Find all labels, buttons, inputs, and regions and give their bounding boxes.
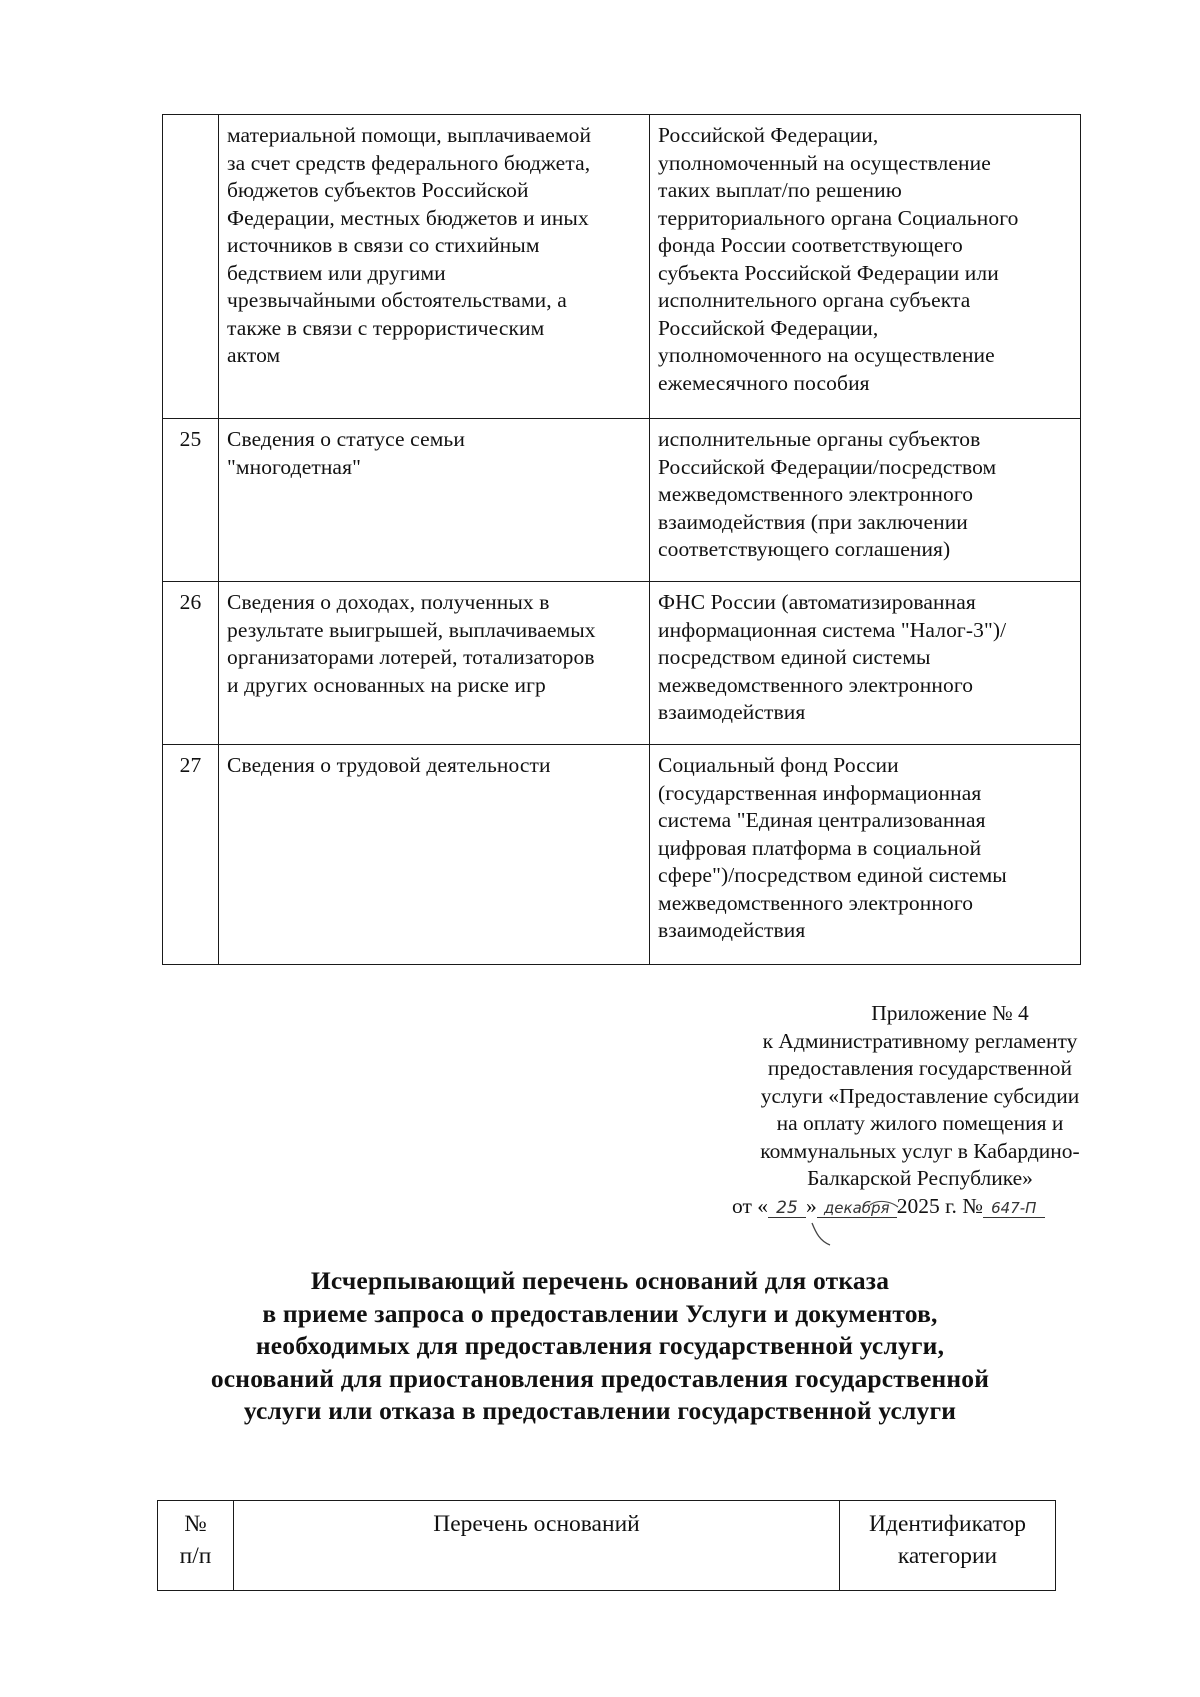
- appendix-line: коммунальных услуг в Кабардино-: [760, 1138, 1080, 1163]
- heading-line: услуги или отказа в предоставлении государственной услуги: [243, 1396, 957, 1425]
- table-row: [163, 745, 1081, 965]
- date-prefix: от «: [732, 1193, 768, 1218]
- row-number: [163, 115, 219, 419]
- date-number-handwritten: 647-П: [983, 1199, 1045, 1218]
- appendix-title: Приложение № 4: [871, 1001, 1029, 1025]
- appendix-date-line: [720, 1193, 1120, 1221]
- appendix-line: на оплату жилого помещения и: [776, 1111, 1064, 1135]
- appendix-line: Балкарской Республике»: [807, 1166, 1033, 1190]
- date-day-handwritten: 25: [768, 1199, 806, 1218]
- page-heading: [150, 1265, 1050, 1428]
- table-header-row: [158, 1501, 1056, 1591]
- date-mid: »: [806, 1193, 817, 1218]
- heading-line: Исчерпывающий перечень оснований для отказа: [310, 1266, 890, 1295]
- row-source: исполнительные органы субъектов Российской Федерации/посредством межведомственного электронного взаимодействия (при заключении соответствующего соглашения): [650, 419, 1081, 582]
- header-category-id: Идентификатор категории: [840, 1501, 1056, 1591]
- appendix-block: [720, 1000, 1120, 1220]
- date-year: 2025 г. №: [896, 1193, 983, 1218]
- row-number: 25: [163, 419, 219, 582]
- data-sources-table: [162, 114, 1081, 965]
- row-source: Социальный фонд России (государственная информационная система "Единая централизованная цифровая платформа в социальной сфере")/посредством единой системы межведомственного электронного взаимодействия: [650, 745, 1081, 965]
- heading-line: оснований для приостановления предоставления государственной: [210, 1363, 990, 1393]
- header-number: № п/п: [158, 1501, 234, 1591]
- header-grounds-list: Перечень оснований: [234, 1501, 840, 1591]
- grounds-table: [157, 1500, 1056, 1591]
- row-source: ФНС России (автоматизированная информационная система "Налог-3")/ посредством единой системы межведомственного электронного взаимодействия: [650, 582, 1081, 745]
- table-row: [163, 115, 1081, 419]
- row-description: материальной помощи, выплачиваемой за счет средств федерального бюджета, бюджетов субъектов Российской Федерации, местных бюджетов и иных источников в связи со стихийным бедствием или другими чрезвычайными обстоятельствами, а также в связи с террористическим актом: [219, 115, 650, 419]
- date-month-handwritten: декабря: [817, 1199, 897, 1218]
- row-description: Сведения о трудовой деятельности: [219, 745, 650, 965]
- row-number: 27: [163, 745, 219, 965]
- table-row: [163, 582, 1081, 745]
- heading-line: в приеме запроса о предоставлении Услуги и документов,: [262, 1298, 938, 1328]
- appendix-line: услуги «Предоставление субсидии: [760, 1083, 1080, 1108]
- row-source: Российской Федерации, уполномоченный на осуществление таких выплат/по решению территориального органа Социального фонда России соответствующего субъекта Российской Федерации или исполнительного органа субъекта Российской Федерации, уполномоченного на осуществление ежемесячного пособия: [650, 115, 1081, 419]
- appendix-line: к Административному регламенту: [762, 1028, 1078, 1053]
- appendix-line: предоставления государственной: [767, 1056, 1073, 1080]
- table-row: [163, 419, 1081, 582]
- row-description: Сведения о доходах, полученных в результате выигрышей, выплачиваемых организаторами лотерей, тотализаторов и других основанных на риске игр: [219, 582, 650, 745]
- row-number: 26: [163, 582, 219, 745]
- heading-line: необходимых для предоставления государственной услуги,: [255, 1331, 945, 1360]
- row-description: Сведения о статусе семьи "многодетная": [219, 419, 650, 582]
